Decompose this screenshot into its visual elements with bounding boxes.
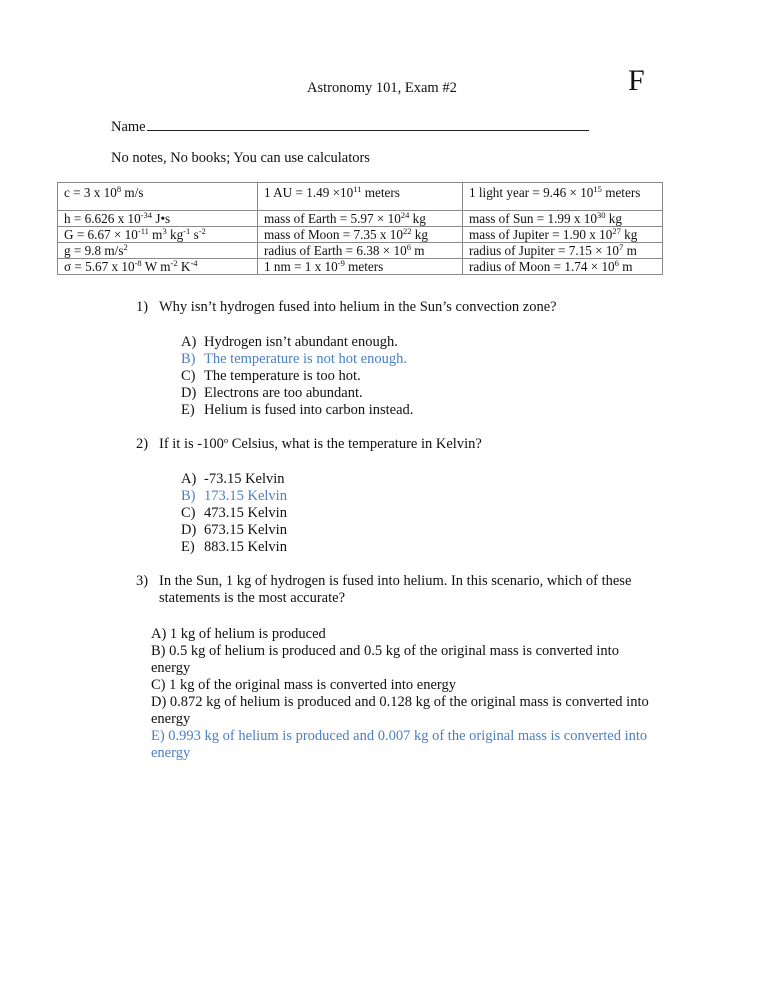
constant-gravitational: $G = 6.67 \times 10^{-11}$ $m^3$ $kg^{-1}$ $s^{-2}$ (58, 227, 258, 243)
constant-mass-moon: mass of Moon = 7.35 x $10^{22}$ kg (258, 227, 463, 243)
name-blank-line[interactable] (147, 117, 589, 131)
constants-table (57, 182, 663, 275)
exam-instructions: No notes, No books; You can use calculators (111, 150, 370, 166)
constants-row (58, 259, 663, 275)
constants-row (58, 183, 663, 211)
degree-symbol: o (223, 435, 229, 445)
constant-speed-of-light: c = 3 x $10^8$ m/s (58, 183, 258, 211)
question-number: 1) (136, 299, 149, 315)
exam-title: Astronomy 101, Exam #2 (307, 80, 457, 96)
constants-row (58, 227, 663, 243)
name-field[interactable] (111, 117, 589, 136)
constant-au: 1 AU = $1.49 \times 10^{11}$ meters (258, 183, 463, 211)
constant-stefan-boltzmann: σ = 5.67 x $10^{-8}$ W $m^{-2}$ $K^{-4}$ (58, 259, 258, 275)
exam-version-letter: F (628, 64, 645, 97)
question-stem: If it is -100$^o$ Celsius, what is the temperature in Kelvin? (159, 435, 482, 452)
constant-planck: h = 6.626 x $10^{-34}$ J•s (58, 211, 258, 227)
answer-option-d[interactable]: D) 0.872 kg of helium is produced and 0.128 kg of the original mass is converted into energy (151, 694, 649, 727)
constant-mass-earth: mass of Earth = $5.97 \times 10^{24}$ kg (258, 211, 463, 227)
constant-mass-jupiter: mass of Jupiter = 1.90 x $10^{27}$ kg (463, 227, 663, 243)
answer-option-e-correct[interactable]: E) 0.993 kg of helium is produced and 0.007 kg of the original mass is converted into energy (151, 728, 648, 761)
constant-surface-gravity: g = 9.8 $m/s^2$ (58, 243, 258, 259)
constant-radius-earth: radius of Earth = $6.38 \times 10^6$ m (258, 243, 463, 259)
constant-radius-jupiter: radius of Jupiter = $7.15 \times 10^7$ m (463, 243, 663, 259)
question-number: 2) (136, 436, 149, 452)
constant-mass-sun: mass of Sun = 1.99 x $10^{30}$ kg (463, 211, 663, 227)
question-stem: In the Sun, 1 kg of hydrogen is fused into helium. In this scenario, which of these statements is the most accurate? (159, 573, 632, 606)
question-stem: Why isn’t hydrogen fused into helium in the Sun’s convection zone? (159, 299, 557, 315)
constant-nanometer: 1 nm = 1 x $10^{-9}$ meters (258, 259, 463, 275)
answer-option-c[interactable]: C) 1 kg of the original mass is converted into energy (151, 677, 456, 693)
answer-option-b[interactable]: B) 0.5 kg of helium is produced and 0.5 kg of the original mass is converted into energy (151, 643, 619, 676)
question-number: 3) (136, 573, 149, 589)
constants-row (58, 211, 663, 227)
constant-light-year: 1 light year = $9.46 \times 10^{15}$ meters (463, 183, 663, 211)
question-3-options (151, 626, 661, 762)
name-label: Name (111, 119, 146, 135)
constants-row (58, 243, 663, 259)
constant-radius-moon: radius of Moon = $1.74 \times 10^6$ m (463, 259, 663, 275)
answer-option-a[interactable]: A) 1 kg of helium is produced (151, 626, 326, 642)
exam-page: Astronomy 101, Exam #2 F Name No notes, No books; You can use calculators c = 3 x $10^8$ m/s 1 AU = $1.49 \times 10^{11}$ meters 1 light year = $9.46 \times 10^{15}$ meters h = 6.626 x $10^{-34}$ J•s mass of Earth = $5.97 \times 10^{24}$ kg mass of Sun = 1.99 x $10^{30}$ kg $G = 6.67 \times 10^{-11}$ $m^3$ $kg^{-1}$ $s^{-2}$ mass of Moon = 7.35 x $10^{22}$ kg mass of Jupiter = 1.90 x $10^{27}$ kg g = 9.8 $m/s^2$ radius of Earth = $6.38 \times 10^6$ m radius of Jupiter = $7.15 \times 10^7$ m σ = 5.67 x $10^{-8}$ W $m^{-2}$ $K^{-4}$ 1 nm = 1 x $10^{-9}$ meters radius of Moon = $1.74 \times 10^6$ m 1) Why isn’t hydrogen fused into helium in the Sun’s convection zone? A) Hydrogen isn’t abundant enough. B) The temperature is not hot enough. C) The temperature is too hot. D) Electrons are too abundant. E) Helium is fused into carbon instead. 2) If it is -100$^o$ Celsius, what is the temperature in Kelvin? A) -73.15 Kelvin B) 173.15 Kelvin C) 473.15 Kelvin D) 673.15 Kelvin E) 883.15 Kelvin 3) In the Sun, 1 kg of hydrogen is fused into helium. In this scenario, which of these statements is the most accurate? A) 1 kg of helium is produced B) 0.5 kg of helium is produced and 0.5 kg of the original mass is converted into energy C) 1 kg of the original mass is converted into energy D) 0.872 kg of helium is produced and 0.128 kg of the original mass is converted into energy E) 0.993 kg of helium is produced and 0.007 kg of the original mass is converted into energy (0, 0, 768, 994)
